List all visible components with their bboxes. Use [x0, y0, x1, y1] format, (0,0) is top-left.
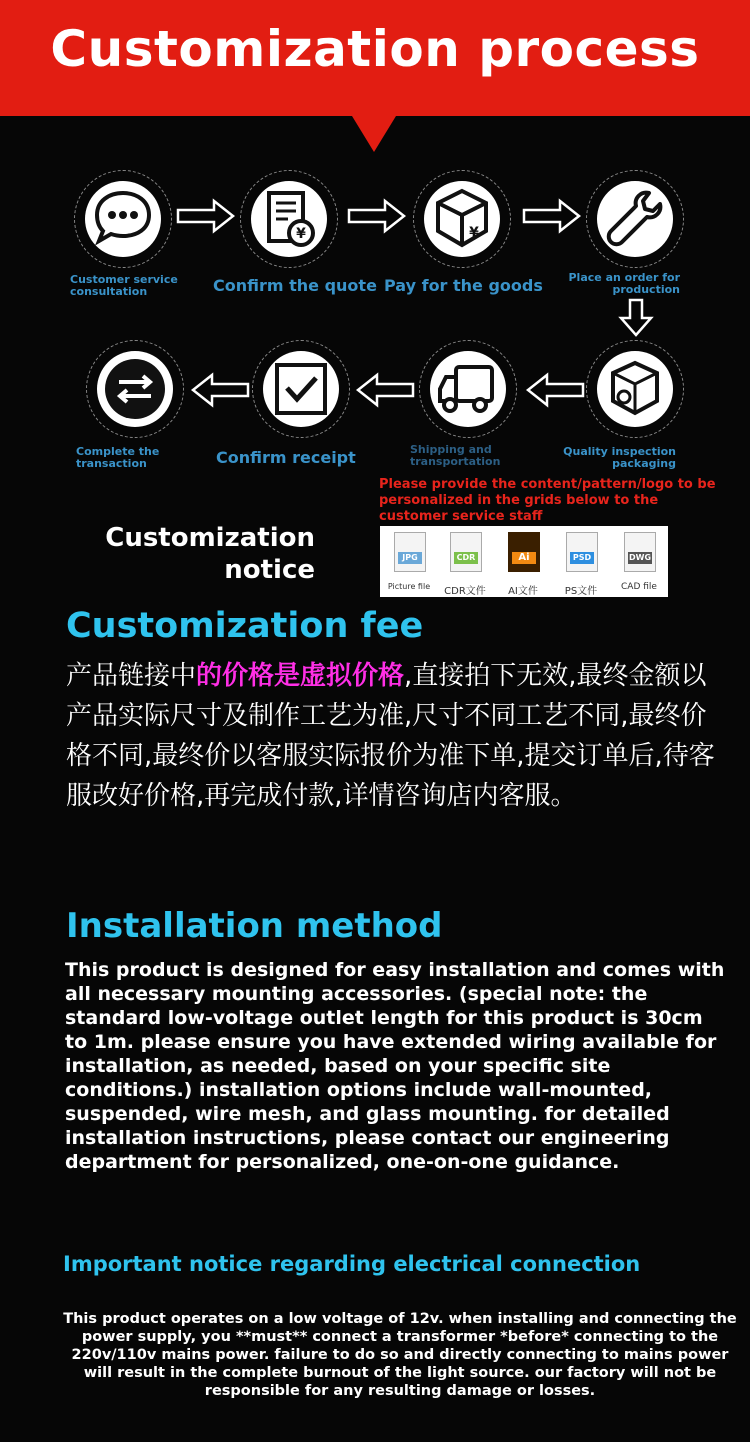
- step-inspection: [586, 340, 684, 438]
- file-badge: JPG: [398, 552, 422, 564]
- page-title: Customization process: [50, 20, 700, 78]
- step-quote: [240, 170, 338, 268]
- inspection-box-icon: [597, 351, 673, 427]
- step-label-consultation: Customer service consultation: [70, 273, 178, 298]
- step-label-production: Place an order for production: [568, 271, 680, 296]
- customization-notice-title: [60, 522, 315, 586]
- fee-text-a: 产品链接中: [66, 661, 197, 691]
- quote-document-icon: [251, 181, 327, 257]
- wrench-icon: [597, 181, 673, 257]
- svg-text:¥: ¥: [469, 225, 479, 241]
- file-badge: PSD: [570, 552, 594, 564]
- file-types-panel: [380, 526, 668, 597]
- step-label-shipping: Shipping and transportation: [410, 443, 501, 468]
- svg-text:¥: ¥: [296, 226, 306, 242]
- header-banner: [0, 0, 750, 116]
- file-type-cdr: [440, 530, 490, 597]
- file-badge: CDR: [454, 552, 478, 564]
- electrical-notice-title: Important notice regarding electrical connection: [63, 1252, 641, 1276]
- step-complete: [86, 340, 184, 438]
- file-type-jpg: [384, 530, 434, 594]
- arrow-right-icon: [347, 198, 407, 234]
- notice-title-line2: notice: [224, 555, 315, 585]
- file-caption: CAD file: [621, 582, 657, 592]
- step-label-quote: Confirm the quote: [213, 276, 377, 295]
- fee-title: Customization fee: [66, 606, 424, 646]
- step-label-payment: Pay for the goods: [384, 276, 543, 295]
- fee-text-b: ,直接拍下无效,最终金额以产品实际尺寸及制作工艺为准,尺寸不同工艺不同,最终价格不同,最终价以客服实际报价为准下单,提交订单后,待客服改好价格,再完成付款,详情咨询店内客服。: [66, 661, 715, 811]
- file-caption: CDR文件: [444, 586, 486, 597]
- installation-description: This product is designed for easy installation and comes with all necessary mounting accessories. (special note: the standard low-voltage outlet length for this product is 30cm to 1m. please ensure you have extended wiring available for installation, as needed, based on your specific site conditions.) installation options include wall-mounted, suspended, wire mesh, and glass mounting. for detailed installation instructions, please contact our engineering department for personalized, one-on-one guidance.: [65, 959, 725, 1173]
- file-type-ai: [498, 530, 548, 597]
- exchange-arrows-icon: [97, 351, 173, 427]
- arrow-right-icon: [522, 198, 582, 234]
- package-payment-icon: [424, 181, 500, 257]
- header-notch-triangle: [352, 116, 396, 152]
- step-production: [586, 170, 684, 268]
- fee-text-highlight: 的价格是虚拟价格: [196, 661, 405, 691]
- arrow-left-icon: [190, 372, 250, 408]
- checkbox-icon: [263, 351, 339, 427]
- customization-instruction: Please provide the content/pattern/logo to be personalized in the grids below to the customer service staff: [379, 477, 716, 524]
- electrical-notice-text: This product operates on a low voltage of 12v. when installing and connecting the power supply, you **must** connect a transformer *before* connecting to the 220v/110v mains power. failure to do so and directly connecting to mains power will result in the complete burnout of the light source. our factory will not be responsible for any resulting damage or losses.: [63, 1311, 737, 1399]
- file-caption: AI文件: [508, 586, 538, 597]
- installation-title: Installation method: [66, 906, 443, 946]
- arrow-left-icon: [525, 372, 585, 408]
- step-payment: [413, 170, 511, 268]
- fee-description: [66, 656, 716, 816]
- arrow-down-icon: [618, 298, 654, 338]
- file-type-dwg: [614, 530, 664, 594]
- step-label-receipt: Confirm receipt: [216, 448, 356, 467]
- notice-title-line1: Customization: [105, 523, 315, 553]
- delivery-truck-icon: [430, 351, 506, 427]
- step-shipping: [419, 340, 517, 438]
- arrow-left-icon: [355, 372, 415, 408]
- file-caption: Picture file: [387, 582, 431, 591]
- file-badge: DWG: [628, 553, 652, 562]
- arrow-right-icon: [176, 198, 236, 234]
- step-label-inspection: Quality inspection packaging: [563, 445, 676, 470]
- file-caption: PS文件: [564, 586, 598, 597]
- chat-bubble-icon: [85, 181, 161, 257]
- step-consultation: [74, 170, 172, 268]
- file-badge: Ai: [512, 552, 536, 564]
- step-receipt: [252, 340, 350, 438]
- file-type-psd: [556, 530, 606, 597]
- step-label-complete: Complete the transaction: [76, 445, 160, 470]
